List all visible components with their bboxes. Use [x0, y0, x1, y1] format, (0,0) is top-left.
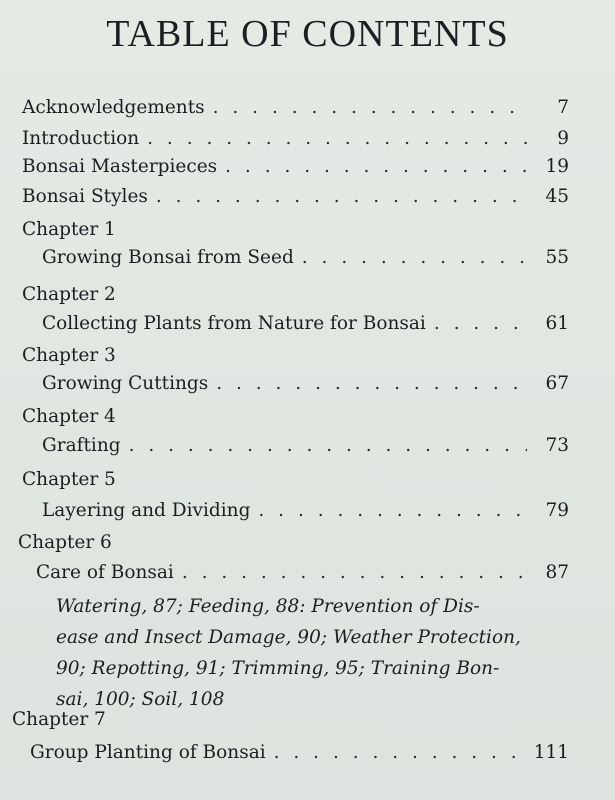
chapter-2-label: Chapter 2: [22, 284, 116, 305]
toc-entry-chapter-6: [36, 562, 569, 583]
leader-dots: [182, 562, 527, 583]
toc-entry-acknowledgements: [22, 97, 569, 118]
subtopic-line: sai, 100; Soil, 108: [56, 689, 225, 710]
entry-page-number: 55: [545, 247, 569, 268]
leader-dots: [274, 742, 527, 763]
chapter-5-label: Chapter 5: [22, 469, 116, 490]
entry-label: Bonsai Masterpieces: [22, 156, 218, 177]
entry-label: Bonsai Styles: [22, 186, 148, 207]
entry-page-number: 111: [533, 742, 569, 763]
entry-label: Acknowledgements: [22, 97, 205, 118]
subtopic-line: Watering, 87; Feeding, 88: Prevention of Dis-: [56, 596, 480, 617]
toc-entry-chapter-7: [30, 742, 569, 763]
entry-page-number: 73: [545, 435, 569, 456]
leader-dots: [434, 313, 527, 334]
chapter-7-label: Chapter 7: [12, 709, 106, 730]
toc-entry-introduction: [22, 128, 569, 149]
chapter-6-subtopics: [56, 591, 526, 715]
leader-dots: [216, 373, 527, 394]
toc-entry-chapter-3: [42, 373, 569, 394]
page-title: TABLE OF CONTENTS: [106, 13, 509, 55]
toc-entry-chapter-1: [42, 247, 569, 268]
entry-page-number: 7: [557, 97, 569, 118]
chapter-4-label: Chapter 4: [22, 406, 116, 427]
chapter-3-label: Chapter 3: [22, 345, 116, 366]
entry-label: Layering and Dividing: [42, 500, 251, 521]
entry-label: Growing Cuttings: [42, 373, 209, 394]
chapter-6-label: Chapter 6: [18, 532, 112, 553]
entry-label: Collecting Plants from Nature for Bonsai: [42, 313, 426, 334]
entry-label: Introduction: [22, 128, 140, 149]
leader-dots: [129, 435, 527, 456]
toc-entry-bonsai-masterpieces: [22, 156, 569, 177]
leader-dots: [258, 500, 527, 521]
entry-page-number: 87: [545, 562, 569, 583]
toc-entry-chapter-5: [42, 500, 569, 521]
subtopic-line: ease and Insect Damage, 90; Weather Protection,: [56, 627, 521, 648]
leader-dots: [302, 247, 527, 268]
leader-dots: [213, 97, 527, 118]
toc-entry-chapter-2: [42, 313, 569, 334]
subtopic-line: 90; Repotting, 91; Trimming, 95; Training Bon-: [56, 658, 500, 679]
entry-page-number: 67: [545, 373, 569, 394]
entry-page-number: 19: [545, 156, 569, 177]
entry-label: Care of Bonsai: [36, 562, 174, 583]
leader-dots: [147, 128, 527, 149]
leader-dots: [156, 186, 527, 207]
leader-dots: [225, 156, 527, 177]
toc-entry-bonsai-styles: [22, 186, 569, 207]
entry-page-number: 79: [545, 500, 569, 521]
entry-label: Grafting: [42, 435, 121, 456]
entry-label: Group Planting of Bonsai: [30, 742, 266, 763]
toc-entry-chapter-4: [42, 435, 569, 456]
entry-page-number: 45: [545, 186, 569, 207]
entry-page-number: 9: [557, 128, 569, 149]
entry-label: Growing Bonsai from Seed: [42, 247, 294, 268]
entry-page-number: 61: [545, 313, 569, 334]
chapter-1-label: Chapter 1: [22, 219, 116, 240]
